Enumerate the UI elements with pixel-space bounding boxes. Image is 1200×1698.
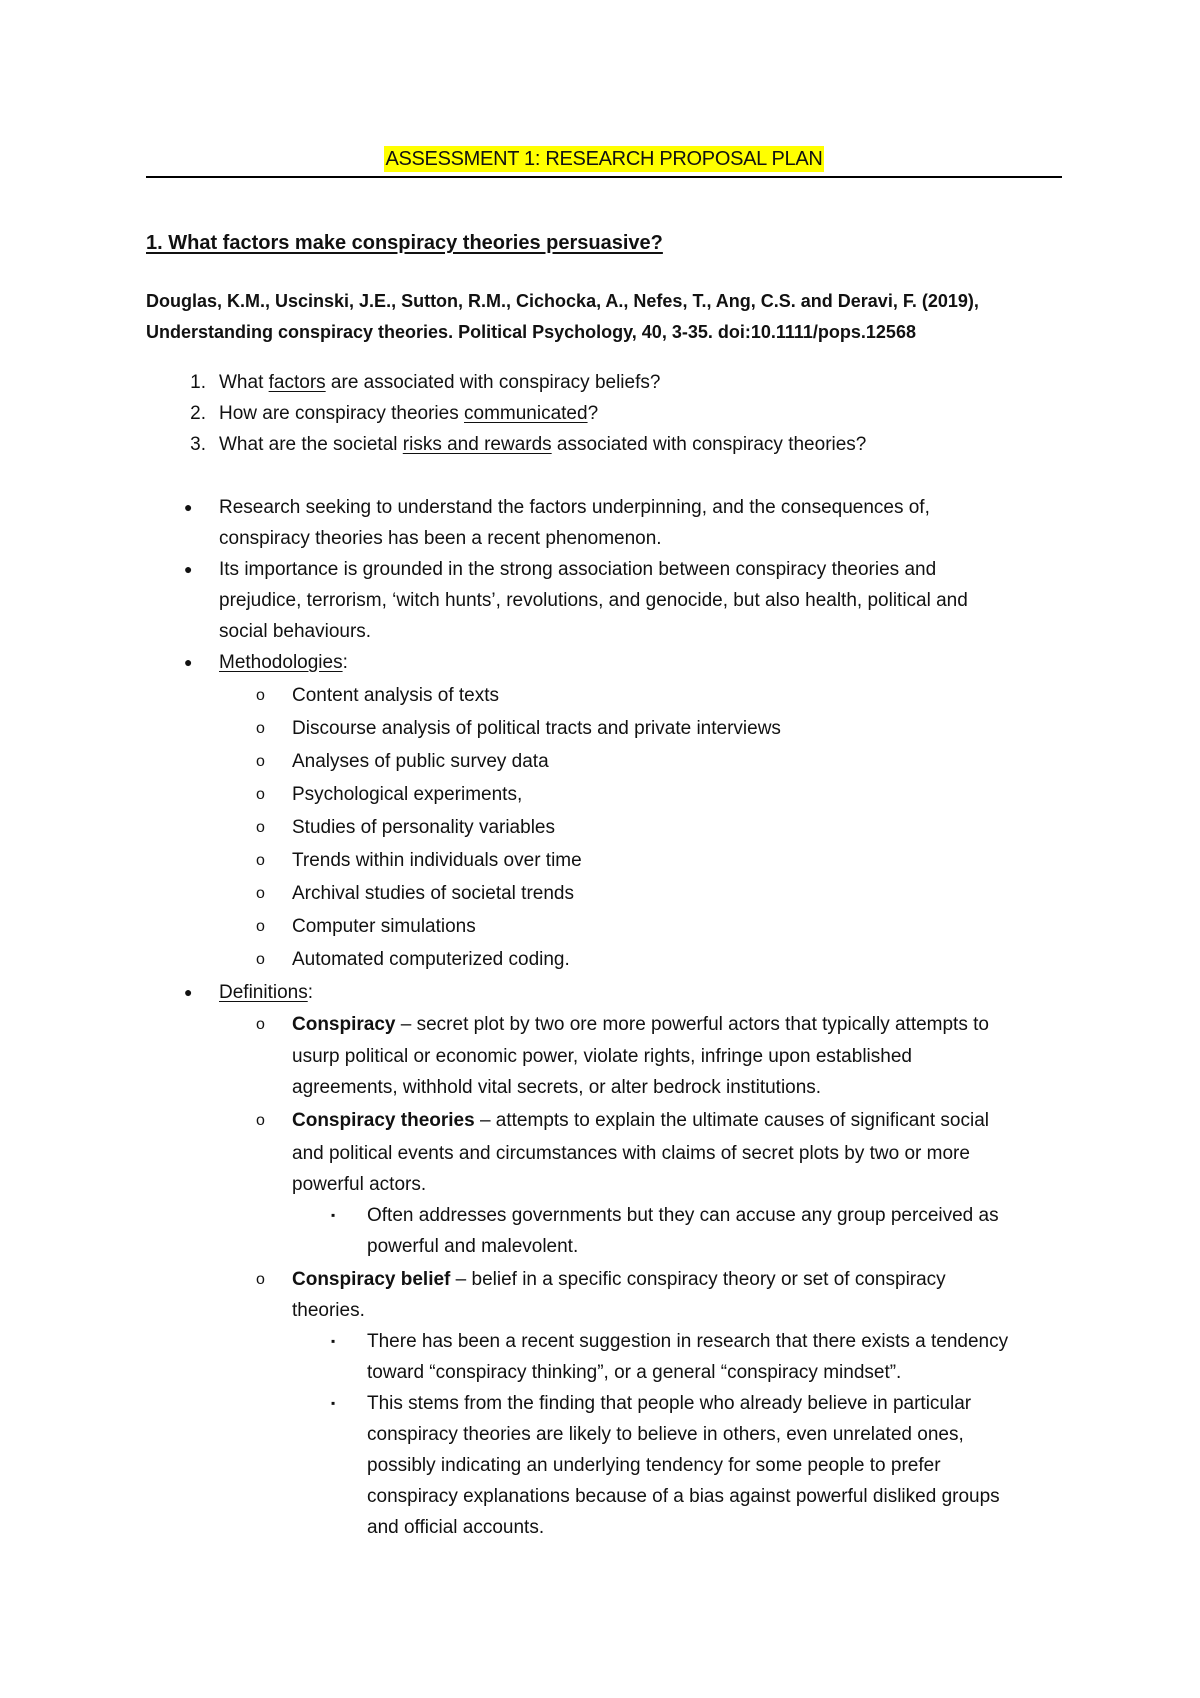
question-item: How are conspiracy theories communicated? — [219, 403, 599, 424]
citation-line: Douglas, K.M., Uscinski, J.E., Sutton, R.M., Cichocka, A., Nefes, T., Ang, C.S. and Deravi, F. (2019), — [146, 291, 979, 311]
bullet-icon: ● — [184, 561, 193, 577]
circle-bullet-icon: o — [256, 1271, 265, 1288]
circle-bullet-icon: o — [256, 885, 265, 902]
circle-bullet-icon: o — [256, 852, 265, 869]
methodology-item: Studies of personality variables — [292, 817, 555, 838]
list-number: 2. — [190, 403, 206, 424]
bullet-icon: ● — [184, 654, 193, 670]
bullet-text: conspiracy theories has been a recent phenomenon. — [219, 528, 662, 549]
title-container — [146, 146, 1062, 172]
square-bullet-icon: ▪ — [331, 1334, 336, 1348]
question-item: What are the societal risks and rewards associated with conspiracy theories? — [219, 434, 867, 455]
definition-text: agreements, withhold vital secrets, or alter bedrock institutions. — [292, 1077, 822, 1098]
methodology-item: Analyses of public survey data — [292, 751, 549, 772]
definition-text: usurp political or economic power, violate rights, infringe upon established — [292, 1046, 912, 1067]
methodology-item: Computer simulations — [292, 916, 476, 937]
methodology-item: Archival studies of societal trends — [292, 883, 574, 904]
circle-bullet-icon: o — [256, 951, 265, 968]
list-number: 3. — [190, 434, 206, 455]
citation-line: Understanding conspiracy theories. Political Psychology, 40, 3-35. doi:10.1111/pops.12568 — [146, 322, 916, 342]
sub-point-text: and official accounts. — [367, 1517, 545, 1538]
bullet-icon: ● — [184, 499, 193, 515]
sub-point-text: possibly indicating an underlying tendency for some people to prefer — [367, 1455, 941, 1476]
methodology-item: Discourse analysis of political tracts and private interviews — [292, 718, 781, 739]
circle-bullet-icon: o — [256, 1016, 265, 1033]
circle-bullet-icon: o — [256, 819, 265, 836]
definition-conspiracy: Conspiracy – secret plot by two ore more powerful actors that typically attempts to — [292, 1014, 989, 1035]
bullet-text: Research seeking to understand the factors underpinning, and the consequences of, — [219, 497, 930, 518]
sub-point-text: conspiracy theories are likely to believe in others, even unrelated ones, — [367, 1424, 964, 1445]
sub-point-text: toward “conspiracy thinking”, or a general “conspiracy mindset”. — [367, 1362, 902, 1383]
bullet-text: social behaviours. — [219, 621, 372, 642]
methodology-item: Content analysis of texts — [292, 685, 499, 706]
title-divider — [146, 176, 1062, 178]
sub-point-text: conspiracy explanations because of a bias against powerful disliked groups — [367, 1486, 1000, 1507]
circle-bullet-icon: o — [256, 687, 265, 704]
square-bullet-icon: ▪ — [331, 1396, 336, 1410]
sub-point-text: This stems from the finding that people who already believe in particular — [367, 1393, 972, 1414]
bullet-icon: ● — [184, 984, 193, 1000]
question-item: What factors are associated with conspiracy beliefs? — [219, 372, 661, 393]
definition-text: powerful actors. — [292, 1174, 427, 1195]
circle-bullet-icon: o — [256, 753, 265, 770]
page-title: ASSESSMENT 1: RESEARCH PROPOSAL PLAN — [385, 148, 823, 170]
circle-bullet-icon: o — [256, 786, 265, 803]
definition-conspiracy-belief: Conspiracy belief – belief in a specific conspiracy theory or set of conspiracy — [292, 1269, 946, 1290]
list-number: 1. — [190, 372, 206, 393]
sub-point-text: There has been a recent suggestion in research that there exists a tendency — [367, 1331, 1009, 1352]
bullet-text: Its importance is grounded in the strong association between conspiracy theories and — [219, 559, 937, 580]
methodologies-label: Methodologies: — [219, 652, 348, 673]
methodology-item: Psychological experiments, — [292, 784, 523, 805]
square-bullet-icon: ▪ — [331, 1208, 336, 1222]
methodology-item: Automated computerized coding. — [292, 949, 570, 970]
definition-text: theories. — [292, 1300, 365, 1321]
section-heading: 1. What factors make conspiracy theories persuasive? — [146, 232, 663, 254]
sub-point-text: Often addresses governments but they can accuse any group perceived as — [367, 1205, 999, 1226]
circle-bullet-icon: o — [256, 1112, 265, 1129]
sub-point-text: powerful and malevolent. — [367, 1236, 579, 1257]
definitions-label: Definitions: — [219, 982, 313, 1003]
bullet-text: prejudice, terrorism, ‘witch hunts’, revolutions, and genocide, but also health, political and — [219, 590, 968, 611]
definition-text: and political events and circumstances with claims of secret plots by two or more — [292, 1143, 970, 1164]
definition-conspiracy-theories: Conspiracy theories – attempts to explain the ultimate causes of significant social — [292, 1110, 989, 1131]
methodology-item: Trends within individuals over time — [292, 850, 582, 871]
circle-bullet-icon: o — [256, 918, 265, 935]
citation — [146, 286, 1076, 348]
circle-bullet-icon: o — [256, 720, 265, 737]
